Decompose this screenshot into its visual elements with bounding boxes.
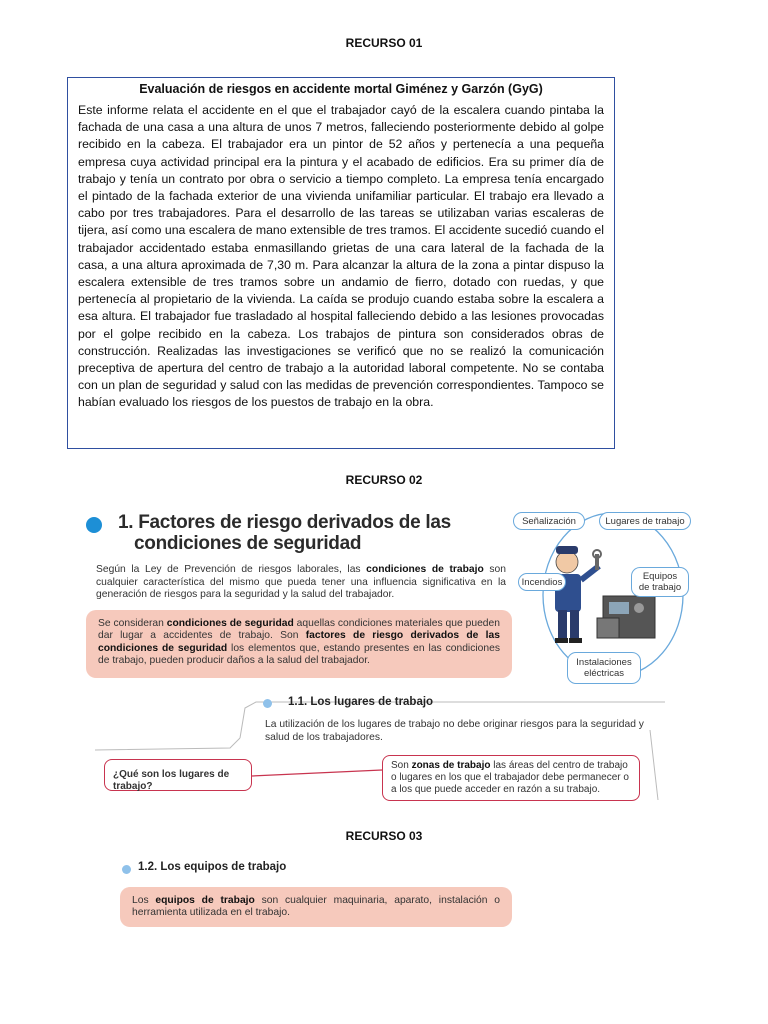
section-heading-line2: condiciones de seguridad (134, 533, 362, 554)
box1-text-a: Se consideran (98, 618, 167, 629)
tag-senalizacion: Señalización (513, 512, 585, 530)
section-bullet-icon (86, 517, 102, 533)
intro-paragraph (96, 564, 506, 602)
recurso-01-label: RECURSO 01 (345, 36, 423, 50)
question-box: ¿Qué son los lugares de trabajo? (104, 759, 252, 791)
equipment-definition-box (120, 887, 512, 927)
recurso-02-label: RECURSO 02 (345, 473, 423, 487)
intro-text-bold: condiciones de trabajo (366, 564, 484, 575)
security-conditions-box (86, 610, 512, 678)
answer-text-bold: zonas de trabajo (411, 760, 491, 771)
tag-equipos-line2: de trabajo (638, 582, 682, 593)
box1-text-bold1: condiciones de seguridad (166, 618, 294, 629)
report-body: Este informe relata el accidente en el que el trabajador cayó de la escalera cuando pintaba la fachada de una casa a una altura de unos 7 metros, falleciendo posteriormente debido al golpe recibido en la cabeza. El trabajador era un pintor de 52 años y pertenecía a una pequeña empresa cuya actividad principal era la pintura y el acabado de edificios. Era su primer día de trabajo y tenía un contrato por obra o servicio a tiempo completo. La empresa tenía encargado el pintado de la fachada exterior de una vivienda unifamiliar particular. El trabajo era llevado a cabo por tres trabajadores. Para el desarrollo de las tareas se utilizaban varias escaleras de tijera, así como una escalera de mano extensible de tres tramos. El accidente sucedió cuando el trabajador accidentado estaba enmasillando grietas de una cara lateral de la fachada de la casa, a una altura aproximada de 7,30 m. Para alcanzar la altura de la zona a pintar dispuso la escalera extensible de tres tramos sobre un andamio de fierro, dotado con ruedas, y que pertenecía al propietario de la vivienda. La caída se produjo cuando estaba sobre la escalera a esa altura. El trabajador fue trasladado al hospital falleciendo debido a las lesiones provocadas por el golpe recibido en la cabeza. Los trabajos de pintura son considerados obras de construcción. Realizadas las investigaciones se verificó que no se realizó la comunicación preceptiva de apertura del centro de trabajo a la autoridad laboral competente. No se contaba con un plan de seguridad y salud con las medidas de prevención correspondientes. Tampoco se habían evaluado los riesgos de los puestos de trabajo en la obra. (78, 103, 604, 410)
report-title: Evaluación de riesgos en accidente mortal Giménez y Garzón (GyG) (139, 82, 543, 96)
subsection-lugares-text: La utilización de los lugares de trabajo no debe originar riesgos para la seguridad y salud de los trabajadores. (265, 719, 644, 743)
tag-lugares-trabajo: Lugares de trabajo (599, 512, 691, 530)
box3-text-bold: equipos de trabajo (155, 895, 255, 906)
box1-text-e: los elementos que, estando presentes en las condiciones de trabajo, pueden producir daños a la salud del trabajador. (98, 642, 500, 666)
box1-text-c: aquellas condiciones materiales que pueden dar lugar a accidentes de trabajo. Son (98, 618, 500, 642)
recurso-03-label: RECURSO 03 (345, 829, 423, 843)
subsection-bullet-icon-2 (122, 865, 131, 874)
answer-text-c: las áreas del centro de trabajo o lugares en los que el trabajador debe permanecer o a los que puede acceder en razón a su trabajo. (391, 760, 629, 795)
intro-text-a: Según la Ley de Prevención de riesgos laborales, las (96, 564, 367, 575)
tag-incendios: Incendios (518, 573, 566, 591)
subsection-bullet-icon (263, 699, 272, 708)
box1-text-bold2: factores de riesgo derivados de las condiciones de seguridad (98, 630, 500, 654)
intro-text-c: son cualquier característica del mismo que pueda tener una influencia significativa en la generación de riesgos para la seguridad y la salud del trabajador. (96, 564, 506, 601)
accident-report-box (67, 77, 615, 449)
tag-instal-line2: eléctricas (583, 668, 625, 679)
box3-text-c: son cualquier maquinaria, aparato, instalación o herramienta utilizada en el trabajo. (132, 895, 500, 919)
section-heading (118, 512, 451, 554)
box3-text-a: Los (132, 895, 156, 906)
tag-instalaciones-electricas (567, 652, 641, 684)
tag-equipos-line1: Equipos (642, 571, 678, 582)
subsection-lugares-heading: 1.1. Los lugares de trabajo (288, 696, 434, 708)
tag-equipos-trabajo (631, 567, 689, 597)
subsection-equipos-heading: 1.2. Los equipos de trabajo (138, 861, 287, 873)
answer-box (382, 755, 640, 801)
section-heading-line1: 1. Factores de riesgo derivados de las (118, 512, 451, 533)
tag-instal-line1: Instalaciones (576, 657, 632, 668)
answer-text-a: Son (391, 760, 412, 771)
